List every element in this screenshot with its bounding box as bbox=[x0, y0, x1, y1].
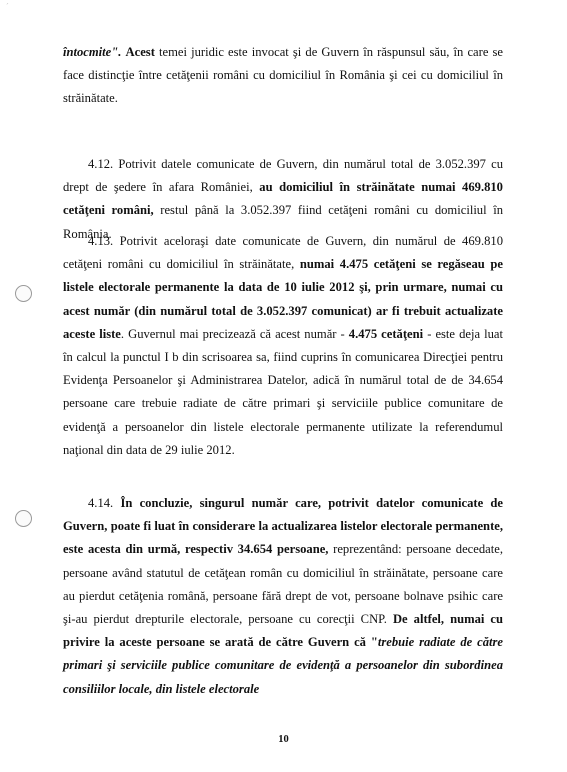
punch-hole bbox=[15, 510, 32, 527]
paragraph-4-13: 4.13. Potrivit aceloraşi date comunicate de Guvern, din numărul de 469.810 cetăţeni români cu domiciliul în străinătate, numai 4.475 cetăţeni se regăseau pe listele electorale permanente la data de 10 iulie 2012 şi, prin urmare, numai cu acest număr (din numărul total de 3.052.397 comunicat) ar fi trebuit actualizate aceste liste. Guvernul mai precizează că acest număr - 4.475 cetăţeni - este deja luat în calcul la punctul I b din scrisoarea sa, fiind cuprins în comunicarea Direcţiei pentru Evidenţa Persoanelor şi Administrarea Datelor, adică în numărul total de de 34.654 persoane care trebuie radiate de către primari şi serviciile publice comunitare de evidenţă a persoanelor din listele electorale permanente utilizate la referendumul naţional din data de 29 iulie 2012. bbox=[63, 234, 503, 457]
quote-emphasis: trebuie radiate de către primari şi serviciile publice comunitare de evidenţă a persoanelor din subordinea consiliilor locale, din listele electorale bbox=[63, 635, 503, 696]
quoted-word: întocmite". bbox=[63, 45, 122, 59]
page-number: 10 bbox=[278, 734, 289, 745]
emphasis: au domiciliul în străinătate numai 469.810 cetăţeni români, bbox=[63, 180, 503, 218]
paragraph-continuation: întocmite". Acest temei juridic este invocat şi de Guvern în răspunsul său, în care se face distincţie între cetăţenii români cu domiciliul în România şi cei cu domiciliul în străinătate. bbox=[63, 45, 504, 106]
bold-word: Acest bbox=[125, 45, 155, 59]
emphasis: numai 4.475 cetăţeni se regăseau pe listele electorale permanente la data de 10 iulie 2012 şi, prin urmare, numai cu acest număr (din numărul total de 3.052.397 comunicat) ar fi trebuit actualizate aceste liste bbox=[63, 257, 503, 341]
emphasis: În concluzie, singurul număr care, potrivit datelor comunicate de Guvern, poate fi luat în considerare la actualizarea listelor electorale permanente, este acesta din urmă, respectiv 34.654 persoane, bbox=[63, 496, 503, 557]
paragraph-4-14: 4.14. În concluzie, singurul număr care, potrivit datelor comunicate de Guvern, poate fi luat în considerare la actualizarea listelor electorale permanente, este acesta din urmă, respectiv 34.654 persoane, reprezentând: persoane decedate, persoane având statutul de cetăţean român cu domiciliul în străinătate, persoane care au pierdut cetăţenia română, persoane fără drept de vot, persoane bolnave psihic care şi-au pierdut drepturile electorale, persoane cu corecţii CNP. De altfel, numai cu privire la aceste persoane se arată de către Guvern că "trebuie radiate de către primari şi serviciile publice comunitare de evidenţă a persoanelor din subordinea consiliilor locale, din listele electorale bbox=[63, 496, 503, 696]
paragraph-4-12: 4.12. Potrivit datele comunicate de Guvern, din numărul total de 3.052.397 cu drept de şedere în afara României, au domiciliul în străinătate numai 469.810 cetăţeni români, restul până la 3.052.397 fiind cetăţeni români cu domiciliul în România. bbox=[63, 157, 504, 241]
corner-mark: ´ bbox=[6, 2, 9, 11]
emphasis: De altfel, numai cu privire la aceste persoane se arată de către Guvern că " bbox=[63, 612, 503, 650]
emphasis: 4.475 cetăţeni bbox=[348, 326, 424, 341]
punch-hole bbox=[15, 285, 32, 302]
